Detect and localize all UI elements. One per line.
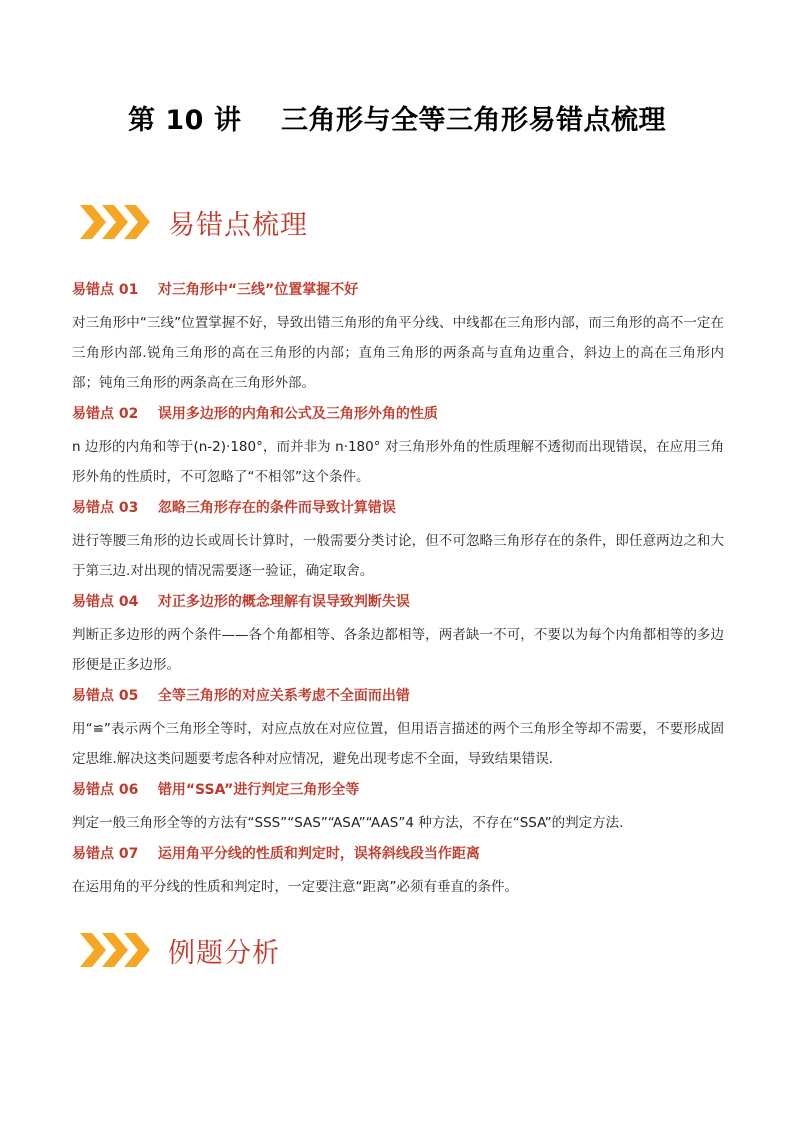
chevron-arrows-icon (80, 933, 146, 967)
item-title: 易错点 07 运用角平分线的性质和判定时，误将斜线段当作距离 (72, 846, 480, 862)
item-title: 易错点 04 对正多边形的概念理解有误导致判断失误 (72, 594, 410, 610)
item-title: 易错点 06 错用“SSA”进行判定三角形全等 (72, 782, 360, 798)
item-body: 判断正多边形的两个条件——各个角都相等、各条边都相等，两者缺一不可，不要以为每个内角都相等的多边形便是正多边形。 (72, 627, 724, 673)
list-item (72, 844, 724, 902)
list-item (72, 686, 724, 774)
list-item (72, 280, 724, 398)
item-body: 对三角形中“三线”位置掌握不好，导致出错三角形的角平分线、中线都在三角形内部，而三角形的高不一定在三角形内部.锐角三角形的高在三角形的内部；直角三角形的两条高与直角边重合，斜边上的高在三角形内部；钝角三角形的两条高在三角形外部。 (72, 315, 724, 391)
item-title: 易错点 01 对三角形中“三线”位置掌握不好 (72, 282, 359, 298)
item-title: 易错点 05 全等三角形的对应关系考虑不全面而出错 (72, 688, 410, 704)
item-title: 易错点 03 忽略三角形存在的条件而导致计算错误 (72, 500, 396, 516)
page-title: 第 10 讲 三角形与全等三角形易错点梳理 (128, 105, 666, 136)
list-item (72, 780, 724, 838)
section-title: 易错点梳理 (168, 209, 308, 241)
list-item (72, 404, 724, 492)
section-header-examples (80, 930, 280, 970)
section-header-mistakes (80, 202, 308, 242)
item-body: 判定一般三角形全等的方法有“SSS”“SAS”“ASA”“AAS”4 种方法，不存在“SSA”的判定方法. (72, 815, 624, 831)
item-body: n 边形的内角和等于(n-2)·180°，而并非为 n·180° 对三角形外角的性质理解不透彻而出现错误，在应用三角形外角的性质时，不可忽略了“不相邻”这个条件。 (72, 439, 724, 485)
chevron-arrows-icon (80, 205, 146, 239)
item-body: 用“≌”表示两个三角形全等时，对应点放在对应位置，但用语言描述的两个三角形全等却不需要，不要形成固定思维.解决这类问题要考虑各种对应情况，避免出现考虑不全面，导致结果错误. (72, 721, 724, 767)
item-title: 易错点 02 误用多边形的内角和公式及三角形外角的性质 (72, 406, 438, 422)
list-item (72, 498, 724, 586)
list-item (72, 592, 724, 680)
item-body: 进行等腰三角形的边长或周长计算时，一般需要分类讨论，但不可忽略三角形存在的条件，即任意两边之和大于第三边.对出现的情况需要逐一验证，确定取舍。 (72, 533, 724, 579)
section-title: 例题分析 (168, 937, 280, 969)
mistake-list (72, 280, 724, 908)
item-body: 在运用角的平分线的性质和判定时，一定要注意“距离”必须有垂直的条件。 (72, 879, 518, 895)
